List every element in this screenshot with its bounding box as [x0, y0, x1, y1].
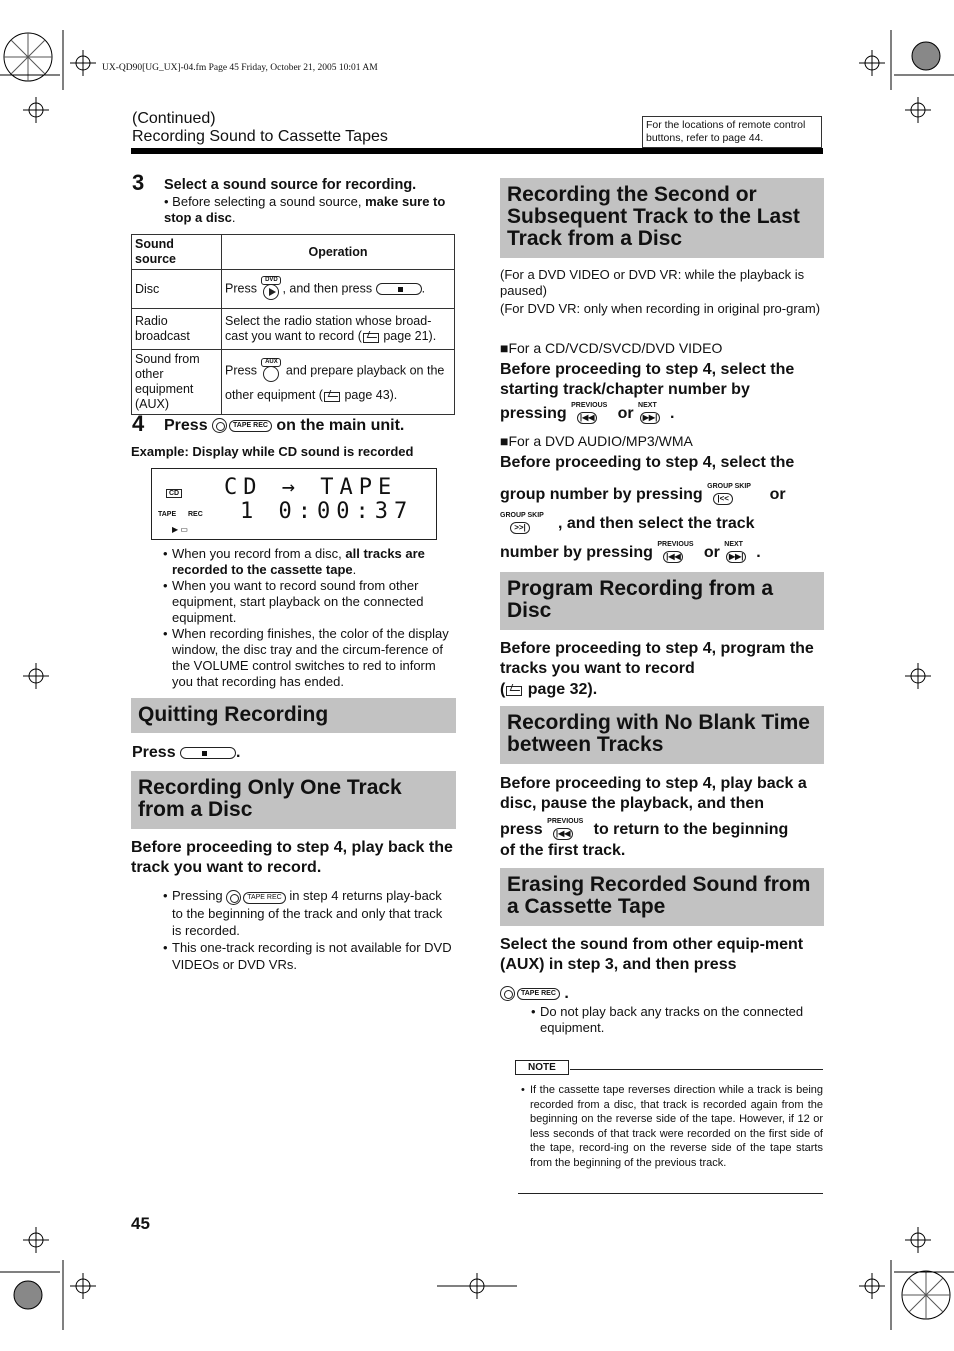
previous-button-icon: PREVIOUS |◀◀ — [547, 818, 584, 838]
or-text: or — [703, 544, 720, 562]
second-track-pressing-line — [500, 402, 675, 426]
quitting-press: Press — [132, 744, 176, 761]
second-track-instruction-1: Before proceeding to step 4, select the starting track/chapter number by — [500, 361, 795, 398]
op-text: and prepare playback on the other equipment ( — [225, 363, 445, 402]
rec-indicator: REC — [188, 511, 203, 518]
operation-disc — [222, 270, 455, 309]
sound-source-table — [131, 234, 455, 415]
step4-instruction — [164, 417, 404, 435]
second-track-note-1: (For a DVD VIDEO or DVD VR: while the playback is paused) — [500, 267, 805, 298]
list-item: • If the cassette tape reverses direction while a track is being recorded from a disc, that track is recorded again from the beginning on the reverse side of the tape. However, if 12 or less seconds of that track were recorded on the first side of the tape, record-ing on the reverse side of the tape starts from the beginning of the previous track. — [521, 1083, 823, 1170]
list-item: • Pressing TAPE REC in step 4 returns play-back to the beginning of the track and only that track is recorded. — [163, 887, 455, 939]
tape-direction-icon: ▶ ▭ — [172, 525, 188, 534]
no-blank-text-1: Before proceeding to step 4, play back a disc, pause the playback, and then — [500, 775, 807, 812]
second-track-instruction-2: Before proceeding to step 4, select the — [500, 454, 795, 471]
no-blank-text-3: of the first track. — [500, 842, 626, 859]
section-heading-one-track: Recording Only One Track from a Disc — [131, 771, 456, 829]
op-text: Select the radio station whose broad-cast you want to record ( — [225, 314, 432, 343]
note-rule — [570, 1069, 823, 1070]
program-ref-text: page 32). — [527, 681, 598, 698]
or-text: or — [617, 405, 634, 423]
note-bullets — [521, 1083, 823, 1170]
step-number-3: 3 — [132, 170, 145, 195]
one-track-lead: Before proceeding to step 4, play back the track you want to record. — [131, 839, 453, 876]
group-skip-forward-icon: GROUP SKIP >>| — [500, 512, 544, 532]
continued-label: (Continued) — [132, 110, 216, 127]
display-example-caption: Example: Display while CD sound is recorded — [131, 444, 414, 459]
aux-button-icon: AUX — [260, 358, 282, 384]
group-skip-back-icon: GROUP SKIP |<< — [707, 483, 751, 503]
then-text: , and then select the track — [558, 515, 755, 533]
or-text: or — [769, 486, 786, 504]
period: . — [670, 405, 675, 423]
subheading-dvd-audio: ■For a DVD AUDIO/MP3/WMA — [500, 433, 693, 449]
second-track-note-2: (For DVD VR: only when recording in original pro-gram) — [500, 301, 821, 316]
pressing-text: pressing — [500, 405, 567, 423]
operation-radio — [222, 309, 455, 350]
group-text: group number by pressing — [500, 486, 703, 504]
tape-indicator: TAPE — [158, 511, 177, 518]
tape-rec-button-icon: TAPE REC — [226, 888, 286, 905]
page-reference-icon — [505, 684, 523, 696]
press-text: press — [500, 821, 543, 839]
step4-bullets — [163, 546, 455, 690]
list-item: • When recording finishes, the color of the display window, the disc tray and the circum-ference of the VOLUME control switches to red to inform you that recording has ended. — [163, 626, 455, 690]
display-line-1: CD → TAPE — [224, 475, 398, 500]
operation-aux — [222, 350, 455, 415]
step3-note-text: Before selecting a sound source, — [172, 194, 366, 209]
previous-button-icon: PREVIOUS |◀◀ — [657, 541, 694, 561]
table-header-source: Sound source — [132, 235, 222, 270]
list-item: • When you want to record sound from other equipment, start playback on the connected equipment. — [163, 578, 455, 626]
op-text: , and then press — [282, 281, 376, 296]
page-section-title: Recording Sound to Cassette Tapes — [132, 128, 388, 145]
period: . — [756, 544, 761, 562]
source-disc: Disc — [132, 270, 222, 309]
op-text: page 43). — [340, 388, 398, 402]
stop-button-icon — [376, 283, 422, 295]
note-bottom-rule — [518, 1193, 823, 1194]
source-aux: Sound from other equipment (AUX) — [132, 350, 222, 415]
step4-rest: on the main unit. — [276, 417, 405, 435]
op-text: Press — [225, 281, 261, 296]
list-item: • Do not play back any tracks on the connected equipment. — [531, 1004, 823, 1036]
no-blank-text-2 — [500, 818, 788, 842]
step-number-4: 4 — [132, 411, 145, 436]
subheading-cd: ■For a CD/VCD/SVCD/DVD VIDEO — [500, 340, 723, 356]
table-row — [132, 270, 455, 309]
section-heading-no-blank: Recording with No Blank Time between Tracks — [500, 706, 824, 764]
step4-press: Press — [164, 417, 208, 435]
rest-text: to return to the beginning — [593, 821, 789, 839]
one-track-bullets — [163, 887, 455, 973]
remote-reference-box: For the locations of remote control buttons, refer to page 44. — [642, 116, 822, 148]
op-text: page 21). — [379, 329, 437, 343]
display-window — [151, 468, 437, 540]
erasing-bullets — [531, 1004, 823, 1036]
table-row — [132, 309, 455, 350]
op-text: . — [421, 281, 426, 296]
print-header: UX-QD90[UG_UX]-04.fm Page 45 Friday, October 21, 2005 10:01 AM — [102, 63, 378, 73]
list-item: • When you record from a disc, all tracks are recorded to the cassette tape. — [163, 546, 455, 578]
track-text: number by pressing — [500, 544, 653, 562]
op-text: Press — [225, 363, 261, 378]
quitting-instruction — [132, 744, 241, 762]
section-heading-erasing: Erasing Recorded Sound from a Cassette Tape — [500, 868, 824, 926]
dvd-play-button-icon: DVD — [260, 276, 282, 302]
section-heading-program: Program Recording from a Disc — [500, 572, 824, 630]
section-heading-quitting: Quitting Recording — [131, 698, 456, 733]
step3-note-end: . — [231, 210, 236, 225]
then-select-line — [500, 512, 755, 536]
erasing-text: Select the sound from other equip-ment (AUX) in step 3, and then press — [500, 936, 804, 973]
track-number-line — [500, 541, 761, 565]
section-heading-second-track: Recording the Second or Subsequent Track to the Last Track from a Disc — [500, 178, 824, 258]
tape-rec-button-icon: TAPE REC — [212, 417, 272, 435]
table-header-operation: Operation — [222, 235, 455, 270]
step3-note-bold: make sure to stop a disc — [164, 194, 446, 225]
table-row — [132, 350, 455, 415]
list-item: • This one-track recording is not available for DVD VIDEOs or DVD VRs. — [163, 939, 455, 973]
stop-button-icon — [180, 747, 236, 759]
group-number-line — [500, 483, 786, 507]
page-number: 45 — [131, 1214, 150, 1233]
page-reference-icon — [362, 331, 380, 343]
step3-note: • Before selecting a sound source, make sure to stop a disc. — [164, 194, 446, 225]
program-reference: ( page 32). — [500, 681, 598, 698]
period: . — [564, 985, 569, 1003]
next-button-icon: NEXT ▶▶| — [724, 541, 756, 565]
page-reference-icon — [323, 390, 341, 402]
tape-rec-button-icon: TAPE REC — [500, 984, 560, 1004]
program-text: Before proceeding to step 4, program the tracks you want to record — [500, 640, 814, 677]
period: . — [236, 744, 241, 761]
step3-title: Select a sound source for recording. — [164, 177, 417, 193]
header-rule — [131, 148, 823, 154]
previous-button-icon: PREVIOUS |◀◀ — [571, 402, 608, 422]
note-label: NOTE — [515, 1060, 569, 1075]
source-radio: Radio broadcast — [132, 309, 222, 350]
cd-indicator: CD — [166, 489, 182, 498]
erasing-button-line — [500, 984, 569, 1004]
next-button-icon: NEXT ▶▶| — [638, 402, 670, 426]
display-line-2: 1 0:00:37 — [240, 499, 414, 524]
